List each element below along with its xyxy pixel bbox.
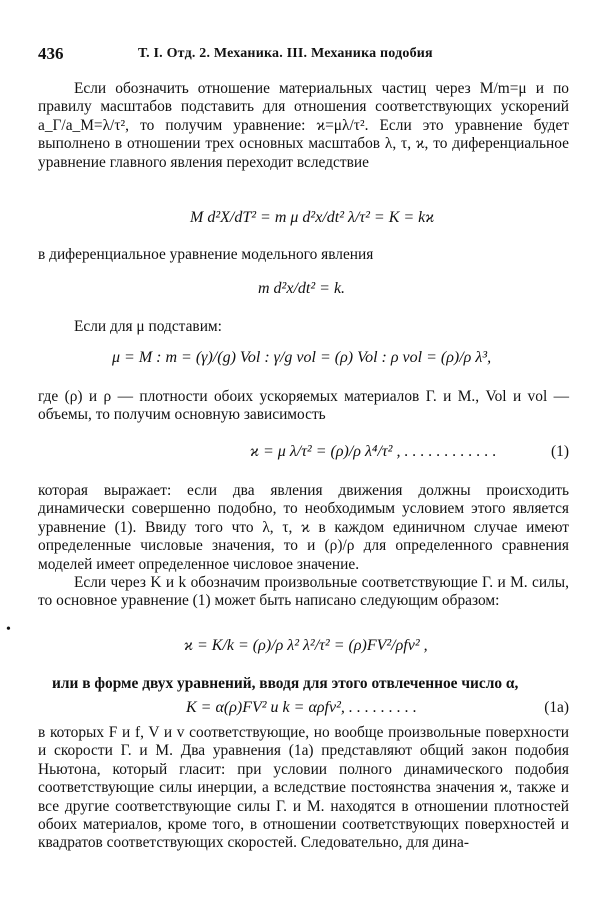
running-title: Т. I. Отд. 2. Механика. III. Механика подобия — [138, 46, 433, 61]
paragraph-7: или в форме двух уравнений, вводя для этого отвлеченное число α, — [52, 675, 519, 692]
equation-6-number: (1a) — [544, 699, 569, 716]
page-number: 436 — [38, 44, 64, 63]
page-header — [38, 44, 568, 66]
equation-6: K = α(ρ)FV² и k = αρfv², . . . . . . . . . — [186, 699, 417, 716]
margin-mark: • — [6, 622, 11, 637]
equation-2: m d²x/dt² = k. — [258, 280, 346, 297]
paragraph-8: в которых F и f, V и v соответствующие, но вообще произвольные поверхности и скорости Г. и М. Два уравнения (1a) представляют общий закон подобия Ньютона, который гласит: при условии полного динамического подобия соответствующие силы инерции, а вследствие постоянства значения ϰ, также и все другие соответствующие силы Г. и М. находятся в отношении плотностей обоих материалов, кроме того, в отношении соответствующих поверхностей и квадратов соответствующих скоростей. Следовательно, для дина- — [38, 724, 569, 852]
paragraph-1: Если обозначить отношение материальных частиц через M/m=μ и по правилу масштабов подставить для отношения соответствующих ускорений a_Г/a_M=λ/τ², то получим уравнение: ϰ=μλ/τ². Если это уравнение будет выполнено в отношении трех основных масштабов λ, τ, ϰ, то диференциальное уравнение главного явления переходит вследствие — [38, 80, 569, 171]
paragraph-6: Если через K и k обозначим произвольные соответствующие Г. и М. силы, то основное уравнение (1) может быть написано следующим образом: — [38, 574, 569, 610]
paragraph-4: где (ρ) и ρ — плотности обоих ускоряемых материалов Г. и М., Vol и vol — объемы, то получим основную зависимость — [38, 388, 569, 424]
paragraph-3: Если для μ подставим: — [74, 318, 222, 335]
equation-4: ϰ = μ λ/τ² = (ρ)/ρ λ⁴/τ² , . . . . . . . . . . . . — [250, 443, 497, 460]
paragraph-2: в диференциальное уравнение модельного явления — [38, 246, 374, 263]
equation-3: μ = M : m = (γ)/(g) Vol : γ/g vol = (ρ) Vol : ρ vol = (ρ)/ρ λ³, — [112, 349, 492, 366]
equation-1: M d²X/dT² = m μ d²x/dt² λ/τ² = K = kϰ — [190, 209, 435, 226]
equation-5: ϰ = K/k = (ρ)/ρ λ² λ²/τ² = (ρ)FV²/ρfv² , — [184, 637, 428, 654]
paragraph-5: которая выражает: если два явления движения должны происходить динамически совершенно подобно, то необходимым условием этого являетcя уравнение (1). Ввиду того что λ, τ, ϰ в каждом единичном случае имеют определенные числовые значения, то и (ρ)/ρ для определенного сравнения моделей имеет определенное числовое значение. — [38, 482, 569, 573]
equation-4-number: (1) — [551, 443, 569, 460]
